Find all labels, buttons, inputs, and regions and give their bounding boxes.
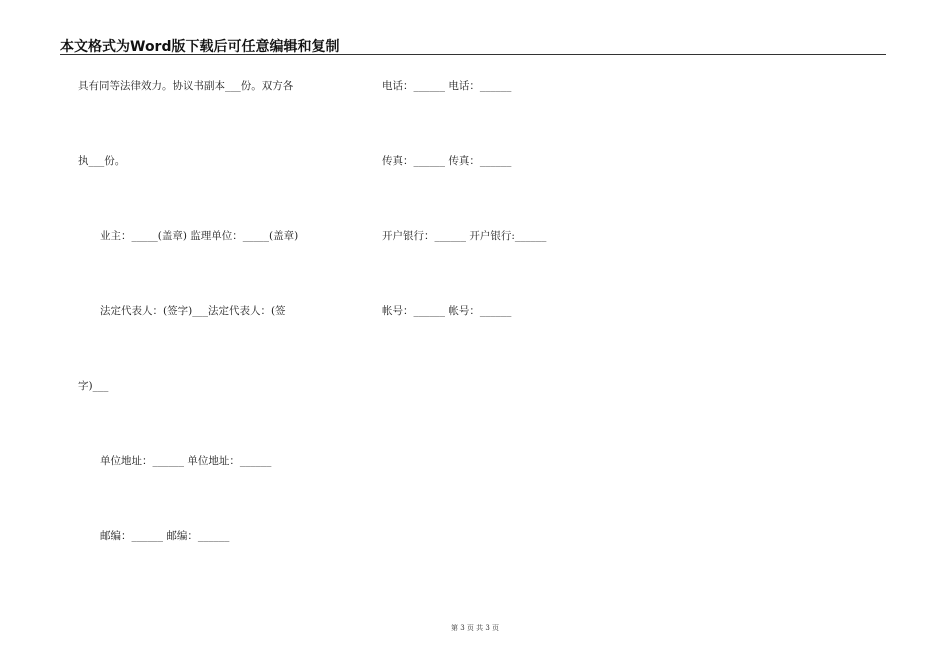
right-bank-line: 开户银行：______ 开户银行:______ bbox=[382, 230, 547, 242]
left-line-5: 字)___ bbox=[78, 380, 109, 392]
left-line-7: 邮编：______ 邮编：______ bbox=[100, 530, 230, 542]
left-line-2: 执___份。 bbox=[78, 155, 126, 167]
left-line-6: 单位地址：______ 单位地址：______ bbox=[100, 455, 272, 467]
header-divider bbox=[60, 54, 886, 55]
document-header-title: 本文格式为Word版下载后可任意编辑和复制 bbox=[60, 39, 340, 55]
left-line-4: 法定代表人：(签字)___法定代表人：(签 bbox=[100, 305, 286, 317]
right-fax-line: 传真：______ 传真：______ bbox=[382, 155, 512, 167]
left-line-1: 具有同等法律效力。协议书副本___份。双方各 bbox=[78, 80, 294, 92]
right-phone-line: 电话：______ 电话：______ bbox=[382, 80, 512, 92]
left-line-3: 业主：_____(盖章) 监理单位：_____(盖章) bbox=[100, 230, 299, 242]
page-number-footer: 第 3 页 共 3 页 bbox=[450, 624, 500, 632]
right-account-line: 帐号：______ 帐号：______ bbox=[382, 305, 512, 317]
